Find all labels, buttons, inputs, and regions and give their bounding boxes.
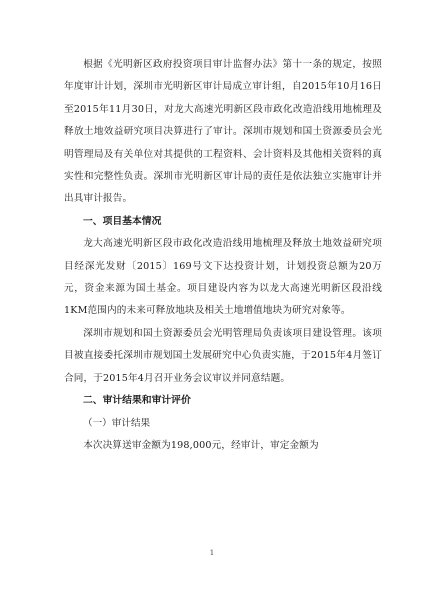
- audit-amount-paragraph: 本次决算送审金额为198,000元，经审计，审定金额为: [83, 439, 319, 451]
- subheading-audit-result: （一）审计结果: [83, 417, 151, 429]
- section-heading-audit-results: 二、审计结果和审计评价: [83, 395, 191, 407]
- section-heading-project-overview: 一、项目基本情况: [83, 215, 162, 227]
- project-plan-paragraph: 龙大高速光明新区段市政化改造沿线用地梳理及释放土地效益研究项目经深光发财〔2015〕169号文下达投资计划，计划投资总额为20万元，资金来源为国土基金。项目建设内容为以龙大高速光明新区段沿线1KM范围内的未来可释放地块及相关土地增值地块为研究对象等。: [64, 238, 382, 317]
- intro-paragraph: 根据《光明新区政府投资项目审计监督办法》第十一条的规定，按照年度审计计划，深圳市光明新区审计局成立审计组，自2015年10月16日至2015年11月30日，对龙大高速光明新区段市政化改造沿线用地梳理及释放土地效益研究项目决算进行了审计。深圳市规划和国土资源委员会光明管理局及有关单位对其提供的工程资料、会计资料及其他相关资料的真实性和完整性负责。深圳市光明新区审计局的责任是依法独立实施审计并出具审计报告。: [64, 59, 382, 205]
- document-body: [64, 54, 382, 457]
- page-number: 1: [209, 549, 215, 557]
- project-management-paragraph: 深圳市规划和国土资源委员会光明管理局负责该项目建设管理。该项目被直接委托深圳市规划国土发展研究中心负责实施，于2015年4月签订合同，于2015年4月召开业务会议审议并同意结题。: [64, 327, 382, 384]
